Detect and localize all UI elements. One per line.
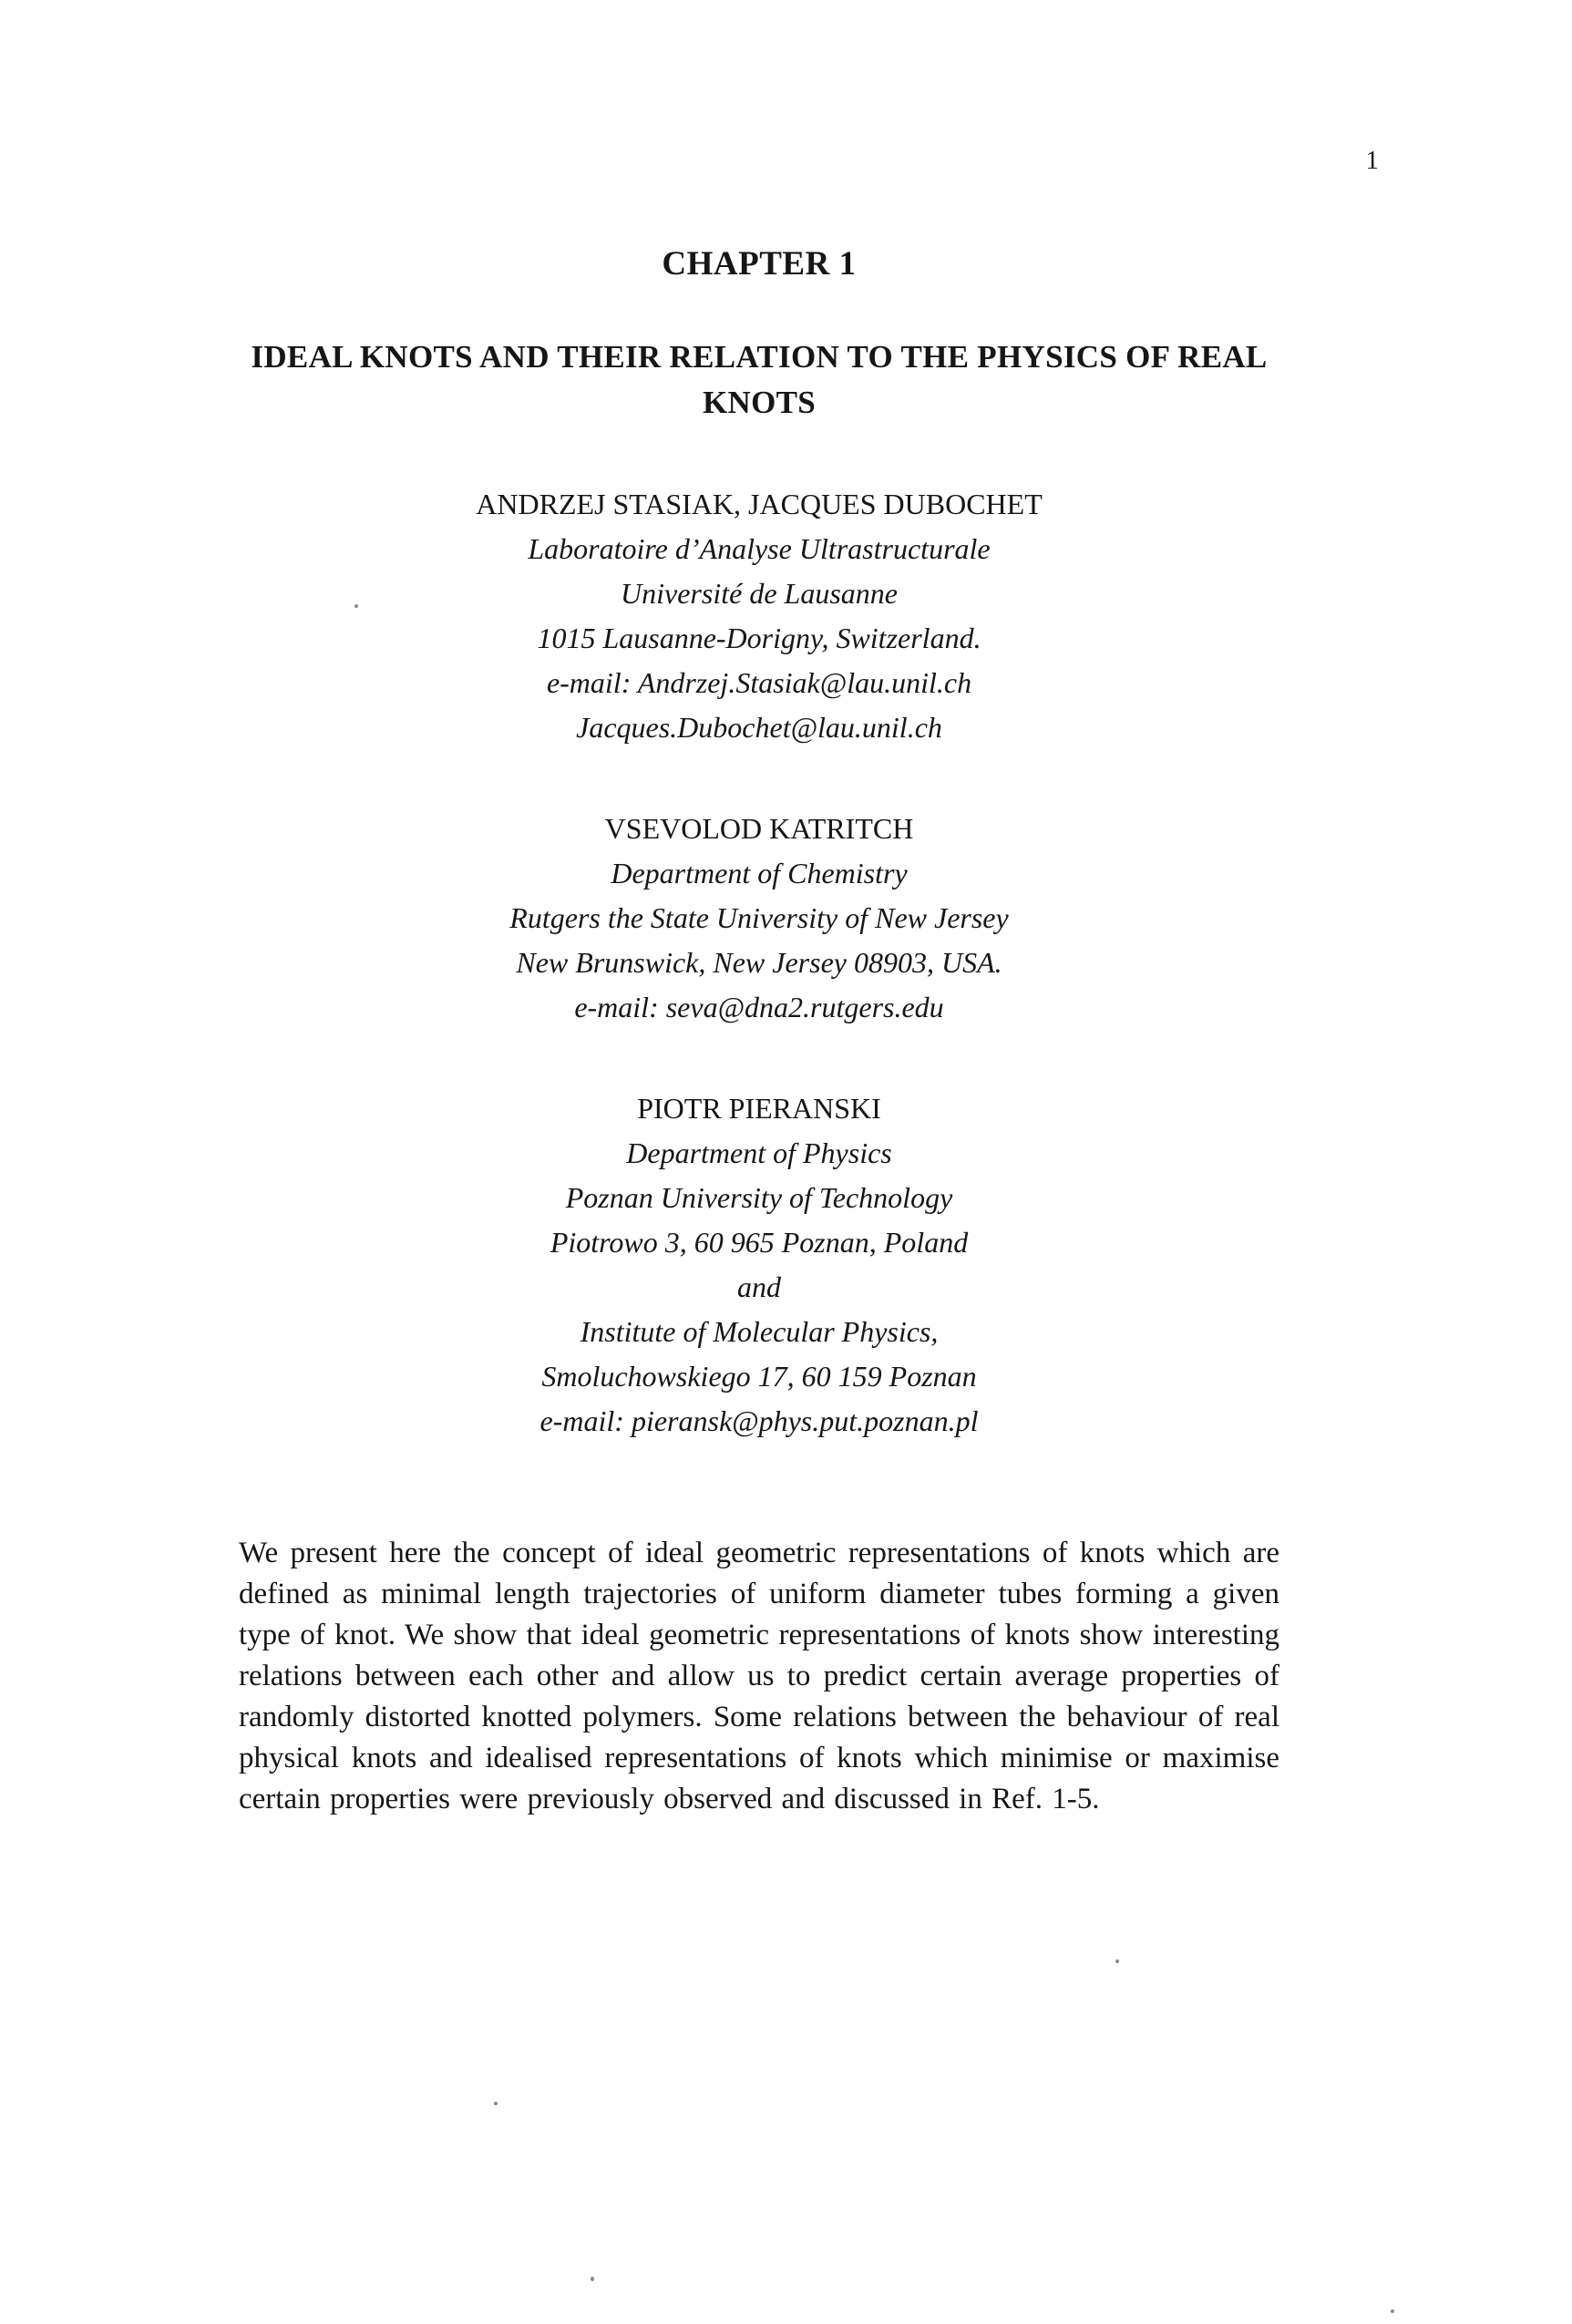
author-names: ANDRZEJ STASIAK, JACQUES DUBOCHET [476, 488, 1043, 520]
author-block-stasiak-dubochet [239, 482, 1279, 750]
chapter-title [239, 334, 1279, 426]
scan-speck [354, 604, 358, 608]
chapter-label: CHAPTER 1 [662, 245, 857, 283]
author-block-katritch [239, 807, 1279, 1030]
scan-speck [1115, 1959, 1119, 1963]
scan-speck [1391, 2309, 1394, 2313]
affiliation-line: Rutgers the State University of New Jersey [509, 901, 1009, 934]
affiliation-line: Department of Physics [626, 1136, 892, 1169]
affiliation-line: Smoluchowskiego 17, 60 159 Poznan [541, 1360, 977, 1393]
page-content [239, 244, 1279, 1820]
chapter-title-line-1: IDEAL KNOTS AND THEIR RELATION TO THE PHYSICS OF REAL [251, 339, 1268, 375]
affiliation-line: New Brunswick, New Jersey 08903, USA. [516, 946, 1002, 979]
affiliation-line: Poznan University of Technology [565, 1181, 953, 1214]
affiliation-line: Laboratoire d’Analyse Ultrastructurale [528, 532, 991, 565]
author-email-line: e-mail: Andrzej.Stasiak@lau.unil.ch [546, 666, 972, 699]
affiliation-line: Université de Lausanne [621, 577, 898, 610]
affiliation-line: Piotrowo 3, 60 965 Poznan, Poland [550, 1226, 969, 1259]
author-email-line: Jacques.Dubochet@lau.unil.ch [576, 711, 942, 744]
affiliation-line: 1015 Lausanne-Dorigny, Switzerland. [537, 622, 981, 654]
affiliation-conjunction: and [737, 1270, 781, 1303]
abstract-paragraph: We present here the concept of ideal geometric representations of knots which are defined as minimal length trajectories of uniform diameter tubes forming a given type of knot. We show that ideal geometric representations of knots show interesting relations between each other and allow us to predict certain average properties of randomly distorted knotted polymers. Some relations between the behaviour of real physical knots and idealised representations of knots which minimise or maximise certain properties were previously observed and discussed in Ref. 1-5. [239, 1537, 1279, 1815]
author-email-line: e-mail: pieransk@phys.put.poznan.pl [539, 1404, 979, 1437]
scan-speck [591, 2277, 594, 2281]
author-names: PIOTR PIERANSKI [637, 1092, 881, 1125]
scan-speck [494, 2102, 498, 2105]
author-email-line: e-mail: seva@dna2.rutgers.edu [574, 991, 944, 1023]
author-names: VSEVOLOD KATRITCH [604, 812, 914, 845]
author-block-pieranski [239, 1086, 1279, 1444]
chapter-title-line-2: KNOTS [702, 385, 817, 420]
affiliation-line: Institute of Molecular Physics, [580, 1315, 939, 1348]
affiliation-line: Department of Chemistry [611, 857, 908, 889]
page-number: 1 [1365, 146, 1379, 175]
